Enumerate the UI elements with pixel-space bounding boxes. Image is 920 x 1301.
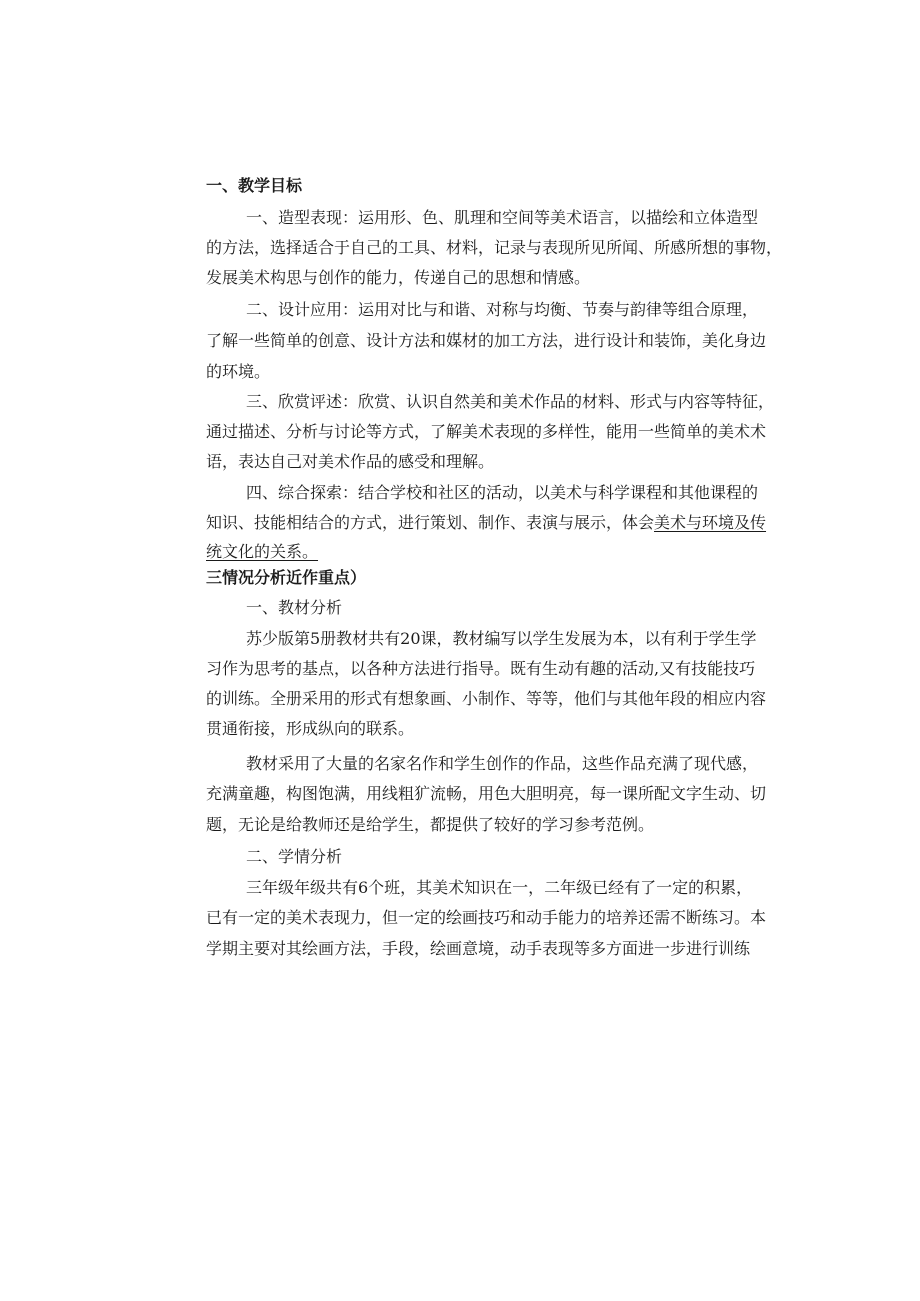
subheading-student-analysis: 二、学情分析 xyxy=(246,847,343,866)
textbook-p1-line-2: 习作为思考的基点，以各种方法进行指导。既有生动有趣的活动,又有技能技巧 xyxy=(206,659,756,678)
textbook-p1-line-1: 苏少版第5册教材共有20课，教材编写以学生发展为本，以有利于学生学 xyxy=(246,629,757,648)
textbook-p2-line-2: 充满童趣，构图饱满，用线粗犷流畅，用色大胆明亮，每一课所配文字生动、切 xyxy=(206,784,767,803)
goal-4-line-2-text: 知识、技能相结合的方式，进行策划、制作、表演与展示，体会 xyxy=(206,513,655,532)
heading-situation-analysis: 三情况分析近作重点） xyxy=(206,568,367,587)
goal-3-line-1: 三、欣赏评述：欣赏、认识自然美和美术作品的材料、形式与内容等特征， xyxy=(246,392,775,411)
student-p-line-3: 学期主要对其绘画方法，手段，绘画意境，动手表现等多方面进一步进行训练 xyxy=(206,939,751,958)
subheading-textbook-analysis: 一、教材分析 xyxy=(246,598,343,617)
goal-1-line-1: 一、造型表现：运用形、色、肌理和空间等美术语言，以描绘和立体造型 xyxy=(246,208,759,227)
goal-4-line-1: 四、综合探索：结合学校和社区的活动，以美术与科学课程和其他课程的 xyxy=(246,483,759,502)
goal-1-line-3: 发展美术构思与创作的能力，传递自己的思想和情感。 xyxy=(206,268,591,287)
goal-2-line-1: 二、设计应用：运用对比与和谐、对称与均衡、节奏与韵律等组合原理， xyxy=(246,300,759,319)
goal-4-line-2 xyxy=(206,513,766,533)
goal-1-line-2: 的方法，选择适合于自己的工具、材料，记录与表现所见所闻、所感所想的事物， xyxy=(206,238,783,257)
goal-2-line-2: 了解一些简单的创意、设计方法和媒材的加工方法，进行设计和装饰，美化身边 xyxy=(206,331,767,350)
goal-2-line-3: 的环境。 xyxy=(206,362,271,381)
textbook-p1-line-4: 贯通衔接，形成纵向的联系。 xyxy=(206,719,415,738)
goal-3-line-2: 通过描述、分析与讨论等方式，了解美术表现的多样性，能用一些简单的美术术 xyxy=(206,422,767,441)
textbook-p2-line-1: 教材采用了大量的名家名作和学生创作的作品，这些作品充满了现代感， xyxy=(246,754,759,773)
goal-4-underlined-text: 美术与环境及传 xyxy=(654,513,767,532)
goal-3-line-3: 语，表达自己对美术作品的感受和理解。 xyxy=(206,452,495,471)
student-p-line-1: 三年级年级共有6个班，其美术知识在一，二年级已经有了一定的积累， xyxy=(246,878,753,897)
goal-4-line-3: 统文化的关系。 xyxy=(206,542,319,561)
textbook-p2-line-3: 题，无论是给教师还是给学生，都提供了较好的学习参考范例。 xyxy=(206,815,655,834)
heading-teaching-goals: 一、教学目标 xyxy=(206,176,303,195)
student-p-line-2: 已有一定的美术表现力，但一定的绘画技巧和动手能力的培养还需不断练习。本 xyxy=(206,908,767,927)
textbook-p1-line-3: 的训练。全册采用的形式有想象画、小制作、等等，他们与其他年段的相应内容 xyxy=(206,689,767,708)
